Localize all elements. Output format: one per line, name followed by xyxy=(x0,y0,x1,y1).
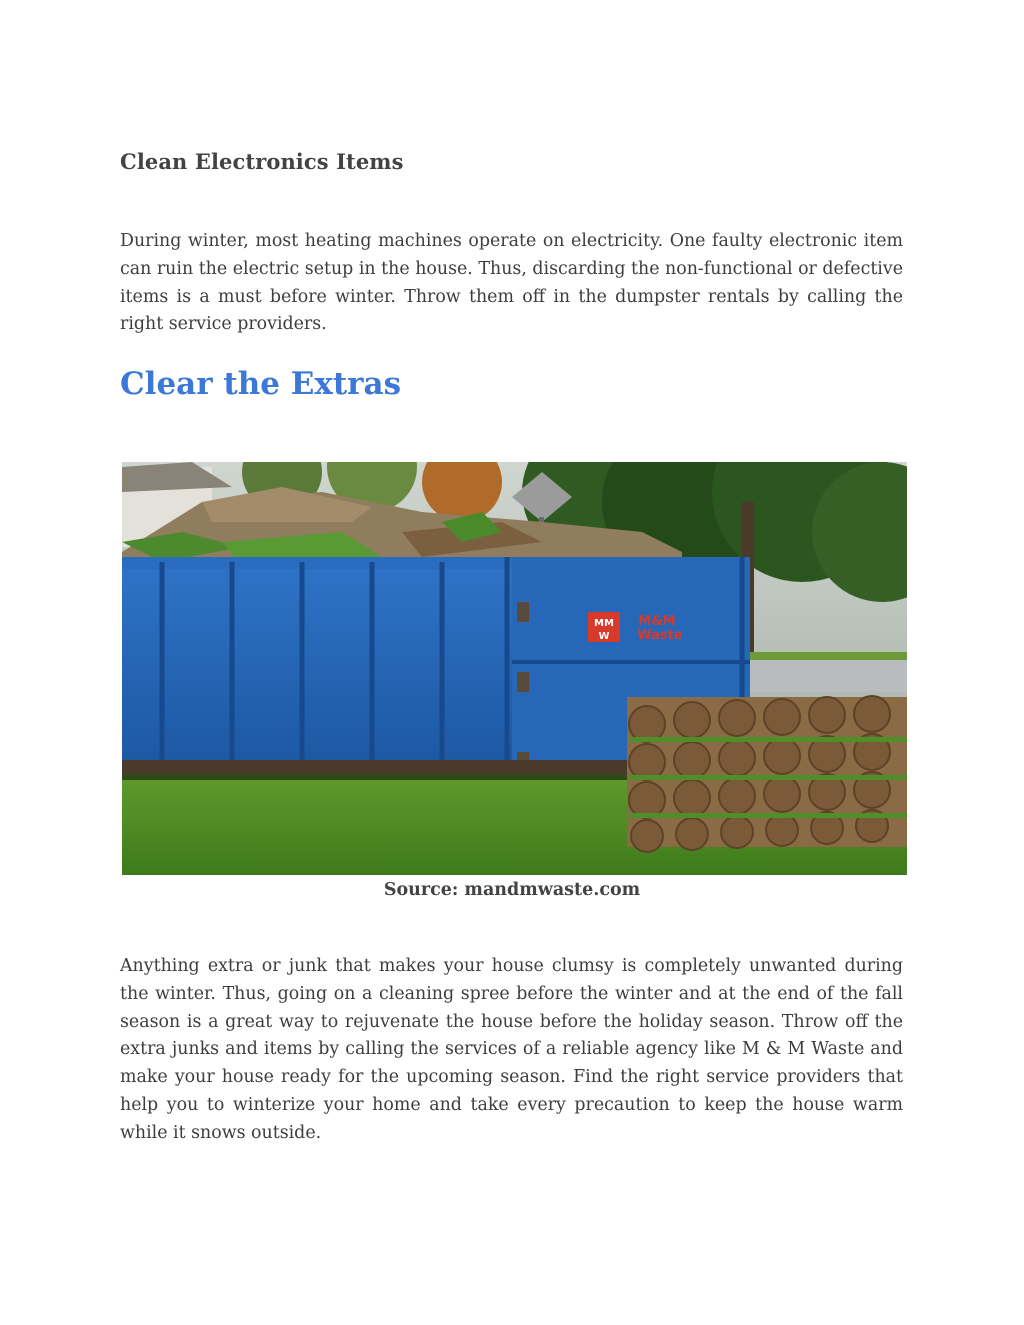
logo-text-1: M&M xyxy=(638,614,676,629)
section-heading: Clean Electronics Items xyxy=(120,149,404,174)
svg-text:W: W xyxy=(598,631,610,642)
photo-caption: Source: mandmwaste.com xyxy=(383,880,641,900)
paragraph-electronics: During winter, most heating machines operate on electricity. One faulty electronic item can ruin the electric setup in the house. Thus, discarding the non-functional or defective items is a must before winter. Throw them off in the dumpster rentals by calling the right service providers. xyxy=(120,231,903,335)
logo-text-2: Waste xyxy=(637,628,683,643)
svg-text:MM: MM xyxy=(594,618,614,629)
dumpster-photo xyxy=(122,462,907,875)
heading-clear-extras: Clear the Extras xyxy=(120,366,402,402)
paragraph-extras: Anything extra or junk that makes your house clumsy is completely unwanted during the winter. Thus, going on a cleaning spree before the winter and at the end of the fall season is a great way to rejuvenate the house before the holiday season. Throw off the extra junks and items by calling the services of a reliable agency like M & M Waste and make your house ready for the upcoming season. Find the right service providers that help you to winterize your home and take every precaution to keep the house warm while it snows outside. xyxy=(120,956,903,1143)
